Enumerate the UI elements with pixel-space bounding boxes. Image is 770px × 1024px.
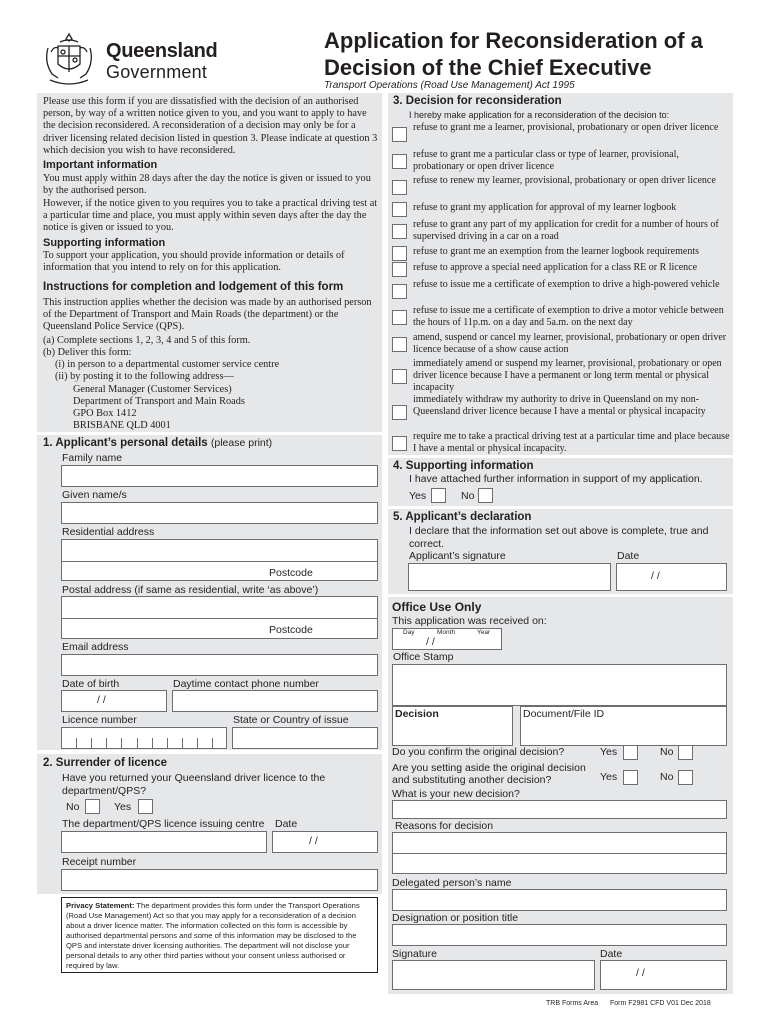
email-label: Email address	[62, 641, 129, 653]
decision-label: Decision	[395, 708, 439, 720]
office-stamp-field[interactable]	[392, 664, 727, 706]
section2-yes-label: Yes	[114, 801, 132, 813]
section4-no-checkbox[interactable]	[478, 488, 493, 503]
set-aside-yes-checkbox[interactable]	[623, 770, 638, 785]
section2-no-label: No	[66, 801, 80, 813]
decision-item-2: refuse to grant me a particular class or type of learner, provisional, probationary or open driver licence	[413, 149, 679, 172]
new-decision-label: What is your new decision?	[392, 788, 520, 800]
important-info-heading: Important information	[43, 159, 158, 171]
state-country-field[interactable]	[232, 727, 378, 749]
confirm-decision-question: Do you confirm the original decision?	[392, 746, 565, 758]
coat-of-arms-icon	[40, 30, 98, 88]
dob-separators: / /	[97, 694, 106, 706]
org-name-line1: Queensland	[106, 40, 218, 62]
licence-cell-divider	[106, 738, 107, 748]
dob-label: Date of birth	[62, 678, 120, 690]
decision-checkbox-7[interactable]	[392, 262, 407, 277]
delegated-name-label: Delegated person’s name	[392, 877, 512, 889]
address-line4: BRISBANE QLD 4001	[73, 420, 171, 431]
licence-number-label: Licence number	[62, 714, 137, 726]
reasons-label: Reasons for decision	[395, 820, 494, 832]
residential-postcode-label: Postcode	[269, 567, 313, 579]
designation-label: Designation or position title	[392, 912, 519, 924]
section5-heading: 5. Applicant’s declaration	[393, 511, 532, 523]
decision-item-1: refuse to grant me a learner, provisional, probationary or open driver licence	[413, 122, 719, 133]
instructions-b: (b) Deliver this form:	[43, 347, 132, 358]
set-aside-question: Are you setting aside the original decision and substituting another decision?	[392, 762, 586, 786]
declaration-text: I declare that the information set out above is complete, true and correct.	[409, 525, 709, 550]
decision-checkbox-10[interactable]	[392, 337, 407, 352]
daytime-phone-field[interactable]	[172, 690, 378, 712]
section4-yes-checkbox[interactable]	[431, 488, 446, 503]
office-use-heading: Office Use Only	[392, 600, 482, 614]
received-on-label: This application was received on:	[392, 615, 547, 627]
licence-cell-divider	[137, 738, 138, 748]
privacy-statement-box	[61, 897, 378, 973]
licence-cell-divider	[76, 738, 77, 748]
section1-title: 1. Applicant’s personal details	[43, 437, 208, 449]
footer-forms-area: TRB Forms Area	[546, 1000, 599, 1007]
licence-cell-divider	[182, 738, 183, 748]
form-subtitle: Transport Operations (Road Use Management) Act 1995	[324, 80, 575, 91]
section2-date-separators: / /	[309, 835, 318, 847]
given-names-field[interactable]	[61, 502, 378, 524]
residential-divider	[62, 561, 377, 562]
important-info-text2: However, if the notice given to you requires you to take a practical driving test at a particular time and place, you must apply within seven days after the day the notice is given or issued to you.	[43, 198, 378, 234]
decision-item-13: require me to take a practical driving test at a particular time and place because I have a mental or physical incapacity.	[413, 431, 730, 454]
form-title-line1: Application for Reconsideration of a	[324, 28, 703, 53]
licence-cell-divider	[91, 738, 92, 748]
decision-checkbox-13[interactable]	[392, 436, 407, 451]
section2-heading: 2. Surrender of licence	[43, 757, 167, 769]
section1-note: (please print)	[210, 437, 273, 449]
instructions-heading: Instructions for completion and lodgement of this form	[43, 281, 344, 293]
state-country-label: State or Country of issue	[233, 714, 349, 726]
section4-text: I have attached further information in support of my application.	[409, 473, 703, 485]
decision-item-10: amend, suspend or cancel my learner, provisional, probationary or open driver licence because of a show cause action	[413, 332, 727, 355]
supporting-info-text: To support your application, you should provide information or details of information that you intend to rely on for this application.	[43, 250, 345, 274]
received-year-label: Year	[477, 629, 491, 636]
section4-yes-label: Yes	[409, 490, 427, 502]
licence-cell-divider	[152, 738, 153, 748]
section4-heading: 4. Supporting information	[393, 460, 534, 472]
office-date-separators: / /	[636, 967, 645, 979]
address-line2: Department of Transport and Main Roads	[73, 396, 245, 407]
family-name-field[interactable]	[61, 465, 378, 487]
supporting-info-heading: Supporting information	[43, 237, 166, 249]
instructions-b-i: (i) in person to a departmental customer service centre	[55, 359, 280, 370]
document-file-id-label: Document/File ID	[523, 708, 605, 720]
instructions-a: (a) Complete sections 1, 2, 3, 4 and 5 of this form.	[43, 335, 251, 346]
section2-no-checkbox[interactable]	[85, 799, 100, 814]
decision-item-5: refuse to grant any part of my application for credit for a number of hours of supervised driving in a car on a road	[413, 219, 719, 242]
address-line1: General Manager (Customer Services)	[73, 384, 232, 395]
confirm-yes-label: Yes	[600, 746, 618, 758]
decision-checkbox-1[interactable]	[392, 127, 407, 142]
decision-checkbox-11[interactable]	[392, 369, 407, 384]
residential-address-field[interactable]	[61, 539, 378, 581]
section2-yes-checkbox[interactable]	[138, 799, 153, 814]
decision-checkbox-2[interactable]	[392, 154, 407, 169]
licence-cell-divider	[212, 738, 213, 748]
section4-no-label: No	[461, 490, 475, 502]
intro-paragraph: Please use this form if you are dissatisfied with the decision of an authorised person, by way of a written notice given to you, and you want to apply to have the decision reconsidered. A reconsideration of a decision may only be for a driver licensing related decision listed in question 3. Please indicate at question 3 which decision you wish to have reconsidered.	[43, 96, 378, 156]
email-field[interactable]	[61, 654, 378, 676]
licence-cell-divider	[197, 738, 198, 748]
postal-postcode-label: Postcode	[269, 624, 313, 636]
licence-cell-divider	[167, 738, 168, 748]
set-aside-no-checkbox[interactable]	[678, 770, 693, 785]
org-name-line2: Government	[106, 62, 208, 82]
instructions-b-ii: (ii) by posting it to the following address—	[55, 371, 234, 382]
section3-intro: I hereby make application for a reconsideration of the decision to:	[409, 110, 670, 120]
office-stamp-label: Office Stamp	[393, 651, 454, 663]
applicant-signature-field[interactable]	[408, 563, 611, 591]
set-aside-no-label: No	[660, 771, 674, 783]
decision-checkbox-5[interactable]	[392, 224, 407, 239]
receipt-number-label: Receipt number	[62, 856, 137, 868]
decision-checkbox-3[interactable]	[392, 180, 407, 195]
section5-date-field[interactable]	[616, 563, 727, 591]
footer-form-number: Form F2981 CFD V01 Dec 2018	[610, 1000, 711, 1007]
section5-date-separators: / /	[651, 570, 660, 582]
address-line3: GPO Box 1412	[73, 408, 137, 419]
section1-heading	[43, 437, 272, 449]
received-day-label: Day	[403, 629, 415, 636]
office-signature-field[interactable]	[392, 960, 595, 990]
issuing-centre-label: The department/QPS licence issuing centre	[62, 818, 265, 830]
licence-cell-divider	[121, 738, 122, 748]
decision-checkbox-9[interactable]	[392, 310, 407, 325]
residential-address-label: Residential address	[62, 526, 155, 538]
received-date-separators: / /	[426, 636, 435, 648]
licence-number-field[interactable]	[61, 727, 227, 749]
form-title-line2: Decision of the Chief Executive	[324, 55, 652, 80]
decision-item-12: immediately withdraw my authority to drive in Queensland on my non-Queensland driver licence because I have a mental or physical incapacity	[413, 394, 706, 417]
set-aside-yes-label: Yes	[600, 771, 618, 783]
decision-item-9: refuse to issue me a certificate of exemption to drive a motor vehicle between the hours of 11p.m. on a day and 5a.m. on the next day	[413, 305, 724, 328]
section2-date-field[interactable]	[272, 831, 378, 853]
applicant-signature-label: Applicant’s signature	[409, 550, 506, 562]
section3-heading: 3. Decision for reconsideration	[393, 95, 562, 107]
section5-date-label: Date	[617, 550, 640, 562]
office-date-label: Date	[600, 948, 623, 960]
privacy-label: Privacy Statement:	[66, 901, 135, 910]
decision-item-8: refuse to issue me a certificate of exemption to drive a high-powered vehicle	[413, 279, 720, 290]
postal-divider	[62, 618, 377, 619]
office-signature-label: Signature	[392, 948, 437, 960]
decision-item-7: refuse to approve a special need application for a class RE or R licence	[413, 262, 698, 273]
section2-date-label: Date	[275, 818, 298, 830]
reasons-divider	[393, 853, 726, 854]
receipt-number-field[interactable]	[61, 869, 378, 891]
new-decision-field[interactable]	[392, 800, 727, 819]
office-date-field[interactable]	[600, 960, 727, 990]
issuing-centre-field[interactable]	[61, 831, 267, 853]
decision-checkbox-4[interactable]	[392, 202, 407, 217]
postal-address-label: Postal address (if same as residential, write ‘as above’)	[62, 584, 319, 596]
confirm-no-checkbox[interactable]	[678, 745, 693, 760]
confirm-no-label: No	[660, 746, 674, 758]
received-month-label: Month	[437, 629, 456, 636]
decision-checkbox-8[interactable]	[392, 284, 407, 299]
important-info-text1: You must apply within 28 days after the day the notice is given or issued to you by the authorised person.	[43, 173, 371, 197]
daytime-phone-label: Daytime contact phone number	[173, 678, 319, 690]
section2-question: Have you returned your Queensland driver licence to the department/QPS?	[62, 772, 326, 797]
instructions-paragraph: This instruction applies whether the decision was made by an authorised person of the Department of Transport and Main Roads (the department) or the Queensland Police Service (QPS).	[43, 297, 372, 333]
confirm-yes-checkbox[interactable]	[623, 745, 638, 760]
designation-field[interactable]	[392, 924, 727, 946]
delegated-name-field[interactable]	[392, 889, 727, 911]
decision-checkbox-12[interactable]	[392, 405, 407, 420]
privacy-text: The department provides this form under the Transport Operations (Road Use Management) Act so that you may apply for a reconsideration of a decision about a driver licence matter. The information collected on this form is accessible by authorised departmental persons and some of this information may be disclosed to the QPS and interstate driver licensing authorities. The department will not disclose your personal details to any other third parties without your consent unless authorised or required by law.	[66, 901, 360, 970]
decision-checkbox-6[interactable]	[392, 246, 407, 261]
decision-item-11: immediately amend or suspend my learner, provisional, probationary or open driver licence because I have a permanent or long term mental or physical incapacity	[413, 358, 722, 393]
qld-government-logo	[40, 30, 220, 88]
decision-item-4: refuse to grant my application for approval of my learner logbook	[413, 202, 677, 213]
decision-item-3: refuse to renew my learner, provisional, probationary or open driver licence	[413, 175, 716, 186]
dob-field[interactable]	[61, 690, 167, 712]
family-name-label: Family name	[62, 452, 123, 464]
decision-item-6: refuse to grant me an exemption from the learner logbook requirements	[413, 246, 700, 257]
given-names-label: Given name/s	[62, 489, 127, 501]
